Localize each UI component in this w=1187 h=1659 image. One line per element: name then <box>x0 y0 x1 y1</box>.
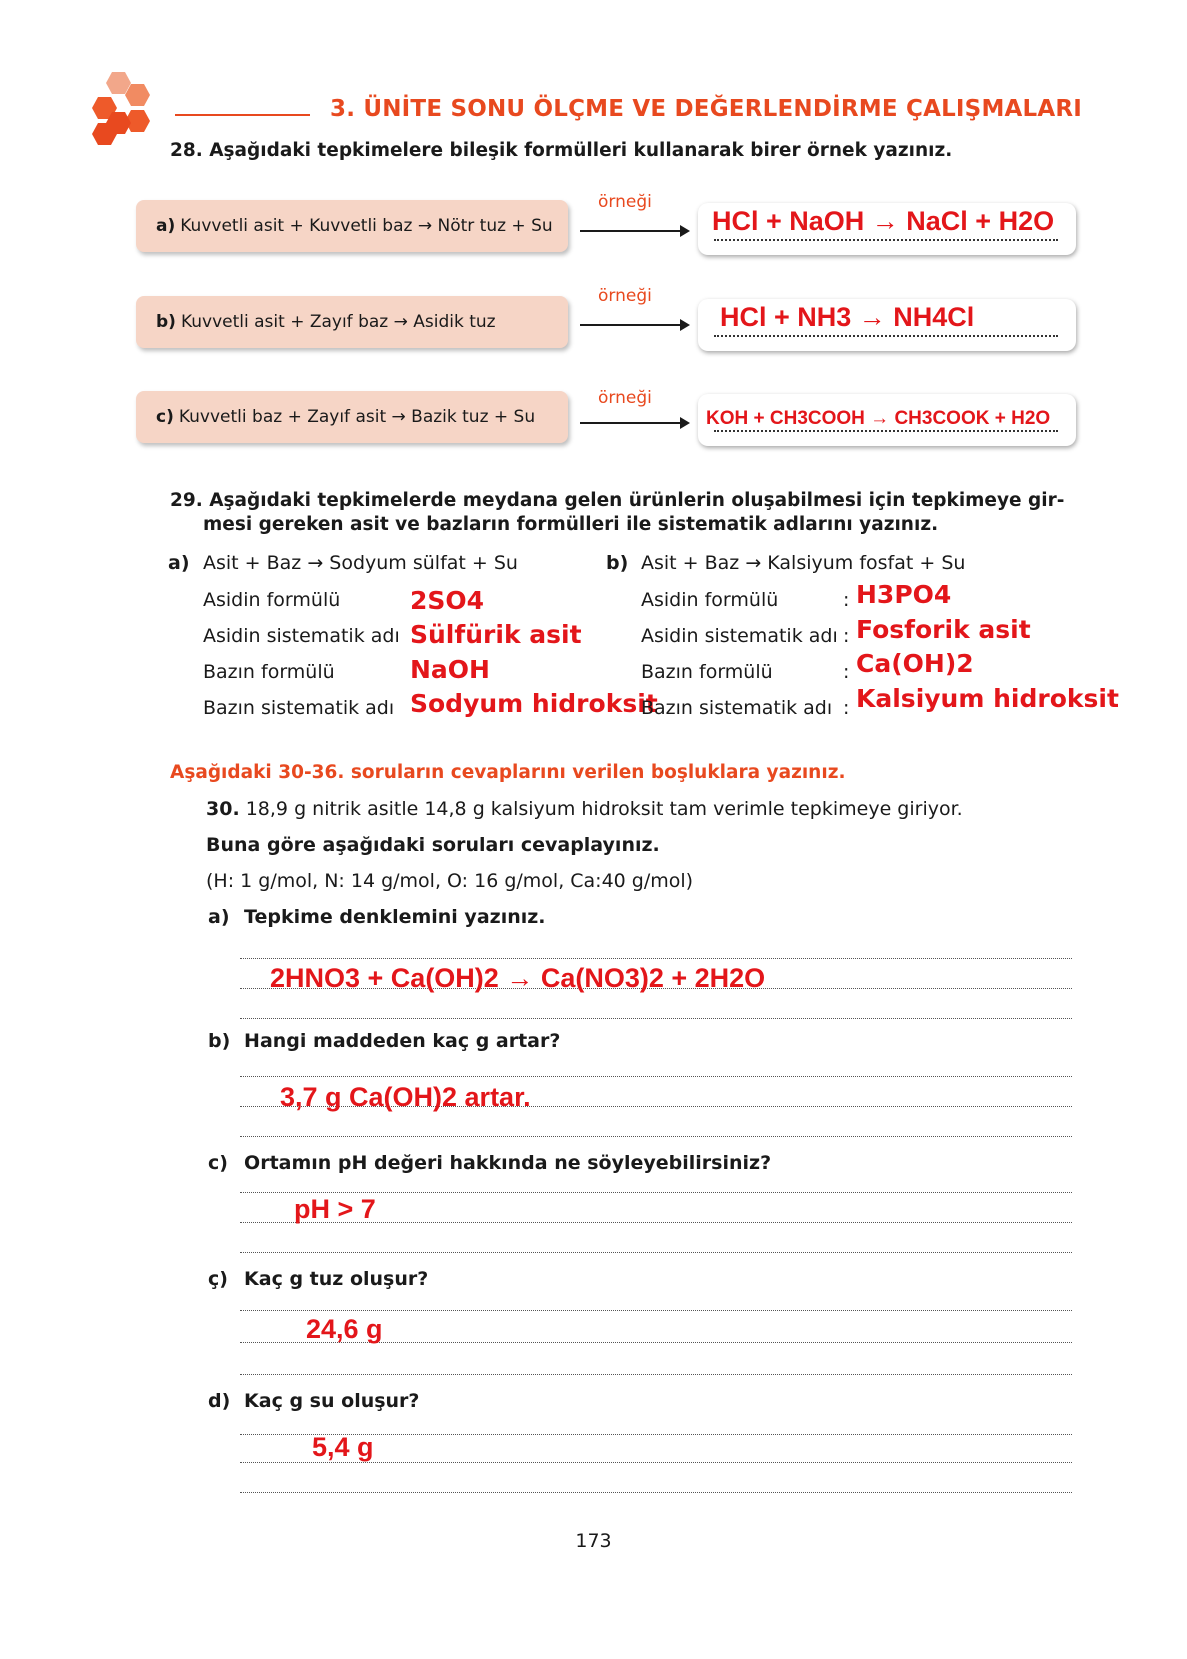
q30-d-question: Kaç g su oluşur? <box>244 1390 420 1412</box>
q29-letter-b: b) <box>606 552 629 574</box>
q30-line1: 18,9 g nitrik asitle 14,8 g kalsiyum hidroksit tam verimle tepkimeye giriyor. <box>245 798 963 820</box>
q29-a-label-base-formula: Bazın formülü <box>203 661 335 683</box>
q30-sub-b <box>208 1030 560 1052</box>
q28-box-c <box>136 391 568 443</box>
q28-box-a <box>136 200 568 252</box>
q29-reaction-b: Asit + Baz → Kalsiyum fosfat + Su <box>641 552 966 574</box>
q28-heading: 28. Aşağıdaki tepkimelere bileşik formülleri kullanarak birer örnek yazınız. <box>170 140 953 161</box>
q30-line3: (H: 1 g/mol, N: 14 g/mol, O: 16 g/mol, Ca:40 g/mol) <box>206 870 694 892</box>
q28-text-a: Kuvvetli asit + Kuvvetli baz → Nötr tuz + Su <box>180 216 553 236</box>
q29-b-answer-acid-name: Fosforik asit <box>856 615 1031 644</box>
q30-d-answer: 5,4 g <box>312 1432 374 1462</box>
title-rule <box>175 114 310 116</box>
q29-heading-line2: mesi gereken asit ve bazların formülleri ile sistematik adlarını yazınız. <box>203 514 939 535</box>
q28-answer-c: KOH + CH3COOH → CH3COOK + H2O <box>706 408 1051 429</box>
q28-answer-a: HCl + NaOH → NaCl + H2O <box>712 206 1055 236</box>
q29-heading-line1: 29. Aşağıdaki tepkimelerde meydana gelen ürünlerin oluşabilmesi için tepkimeye gir- <box>170 490 1065 511</box>
q30-c-letter: c) <box>208 1152 228 1174</box>
q30-c-question: Ortamın pH değeri hakkında ne söyleyebilirsiniz? <box>244 1152 772 1174</box>
q28-letter-c: c) <box>156 407 174 427</box>
arrow-right-icon <box>580 422 688 424</box>
q29-b-colon: : <box>843 697 850 719</box>
q28-letter-a: a) <box>156 216 176 236</box>
page-number: 173 <box>575 1530 612 1552</box>
q29-b-colon: : <box>843 661 850 683</box>
q29-b-label-base-formula: Bazın formülü <box>641 661 773 683</box>
q28-box-b <box>136 296 568 348</box>
q30-b-answer: 3,7 g Ca(OH)2 artar. <box>280 1082 531 1112</box>
q29-b-label-acid-name: Asidin sistematik adı <box>641 625 838 647</box>
answer-line <box>240 1310 1072 1311</box>
answer-line <box>240 1252 1072 1253</box>
q30-cedilla-letter: ç) <box>208 1268 228 1290</box>
page-title: 3. ÜNİTE SONU ÖLÇME VE DEĞERLENDİRME ÇALIŞMALARI <box>330 96 1083 122</box>
q30-a-answer: 2HNO3 + Ca(OH)2 → Ca(NO3)2 + 2H2O <box>270 963 766 993</box>
answer-line <box>240 1192 1072 1193</box>
answer-line <box>240 1374 1072 1375</box>
q29-b-answer-acid-formula: H3PO4 <box>856 580 952 609</box>
answer-line <box>240 1076 1072 1077</box>
arrow-right-icon <box>580 230 688 232</box>
answer-line <box>240 1492 1072 1493</box>
q30-sub-c <box>208 1152 771 1174</box>
q29-a-label-acid-name: Asidin sistematik adı <box>203 625 400 647</box>
q28-example-label-b: örneği <box>598 286 652 306</box>
q30-intro <box>206 798 963 820</box>
q29-a-answer-acid-formula: 2SO4 <box>410 586 485 615</box>
q30-a-question: Tepkime denklemini yazınız. <box>244 906 546 928</box>
q29-letter-a: a) <box>168 552 190 574</box>
q30-a-letter: a) <box>208 906 230 928</box>
instruction-heading: Aşağıdaki 30-36. soruların cevaplarını verilen boşluklara yazınız. <box>170 762 846 783</box>
q29-a-answer-acid-name: Sülfürik asit <box>410 620 582 649</box>
answer-line <box>240 958 1072 959</box>
q29-b-answer-base-formula: Ca(OH)2 <box>856 649 974 678</box>
q28-answer-b: HCl + NH3 → NH4Cl <box>720 302 975 332</box>
q30-line2: Buna göre aşağıdaki soruları cevaplayınız. <box>206 834 660 856</box>
q30-b-question: Hangi maddeden kaç g artar? <box>244 1030 561 1052</box>
q29-b-label-acid-formula: Asidin formülü <box>641 589 779 611</box>
q30-sub-cedilla <box>208 1268 428 1290</box>
q28-text-c: Kuvvetli baz + Zayıf asit → Bazik tuz + Su <box>178 407 536 427</box>
q29-a-label-base-name: Bazın sistematik adı <box>203 697 395 719</box>
q28-example-label-a: örneği <box>598 192 652 212</box>
q30-sub-a <box>208 906 546 928</box>
q30-cedilla-answer: 24,6 g <box>306 1314 383 1344</box>
q29-b-label-base-name: Bazın sistematik adı <box>641 697 833 719</box>
q30-c-answer: pH > 7 <box>294 1194 376 1224</box>
q29-b-colon: : <box>843 589 850 611</box>
q29-a-answer-base-name: Sodyum hidroksit <box>410 689 658 718</box>
q30-cedilla-question: Kaç g tuz oluşur? <box>244 1268 429 1290</box>
answer-line <box>240 1018 1072 1019</box>
q30-number: 30. <box>206 798 240 820</box>
hexagon-logo-icon <box>92 70 162 150</box>
q29-a-label-acid-formula: Asidin formülü <box>203 589 341 611</box>
q29-a-answer-base-formula: NaOH <box>410 655 490 684</box>
q28-text-b: Kuvvetli asit + Zayıf baz → Asidik tuz <box>180 312 496 332</box>
arrow-right-icon <box>580 324 688 326</box>
q28-example-label-c: örneği <box>598 388 652 408</box>
q29-b-colon: : <box>843 625 850 647</box>
q29-b-answer-base-name: Kalsiyum hidroksit <box>856 684 1119 713</box>
q29-reaction-a: Asit + Baz → Sodyum sülfat + Su <box>203 552 518 574</box>
q30-d-letter: d) <box>208 1390 231 1412</box>
q30-sub-d <box>208 1390 419 1412</box>
answer-line <box>240 1136 1072 1137</box>
q28-letter-b: b) <box>156 312 176 332</box>
q30-b-letter: b) <box>208 1030 231 1052</box>
